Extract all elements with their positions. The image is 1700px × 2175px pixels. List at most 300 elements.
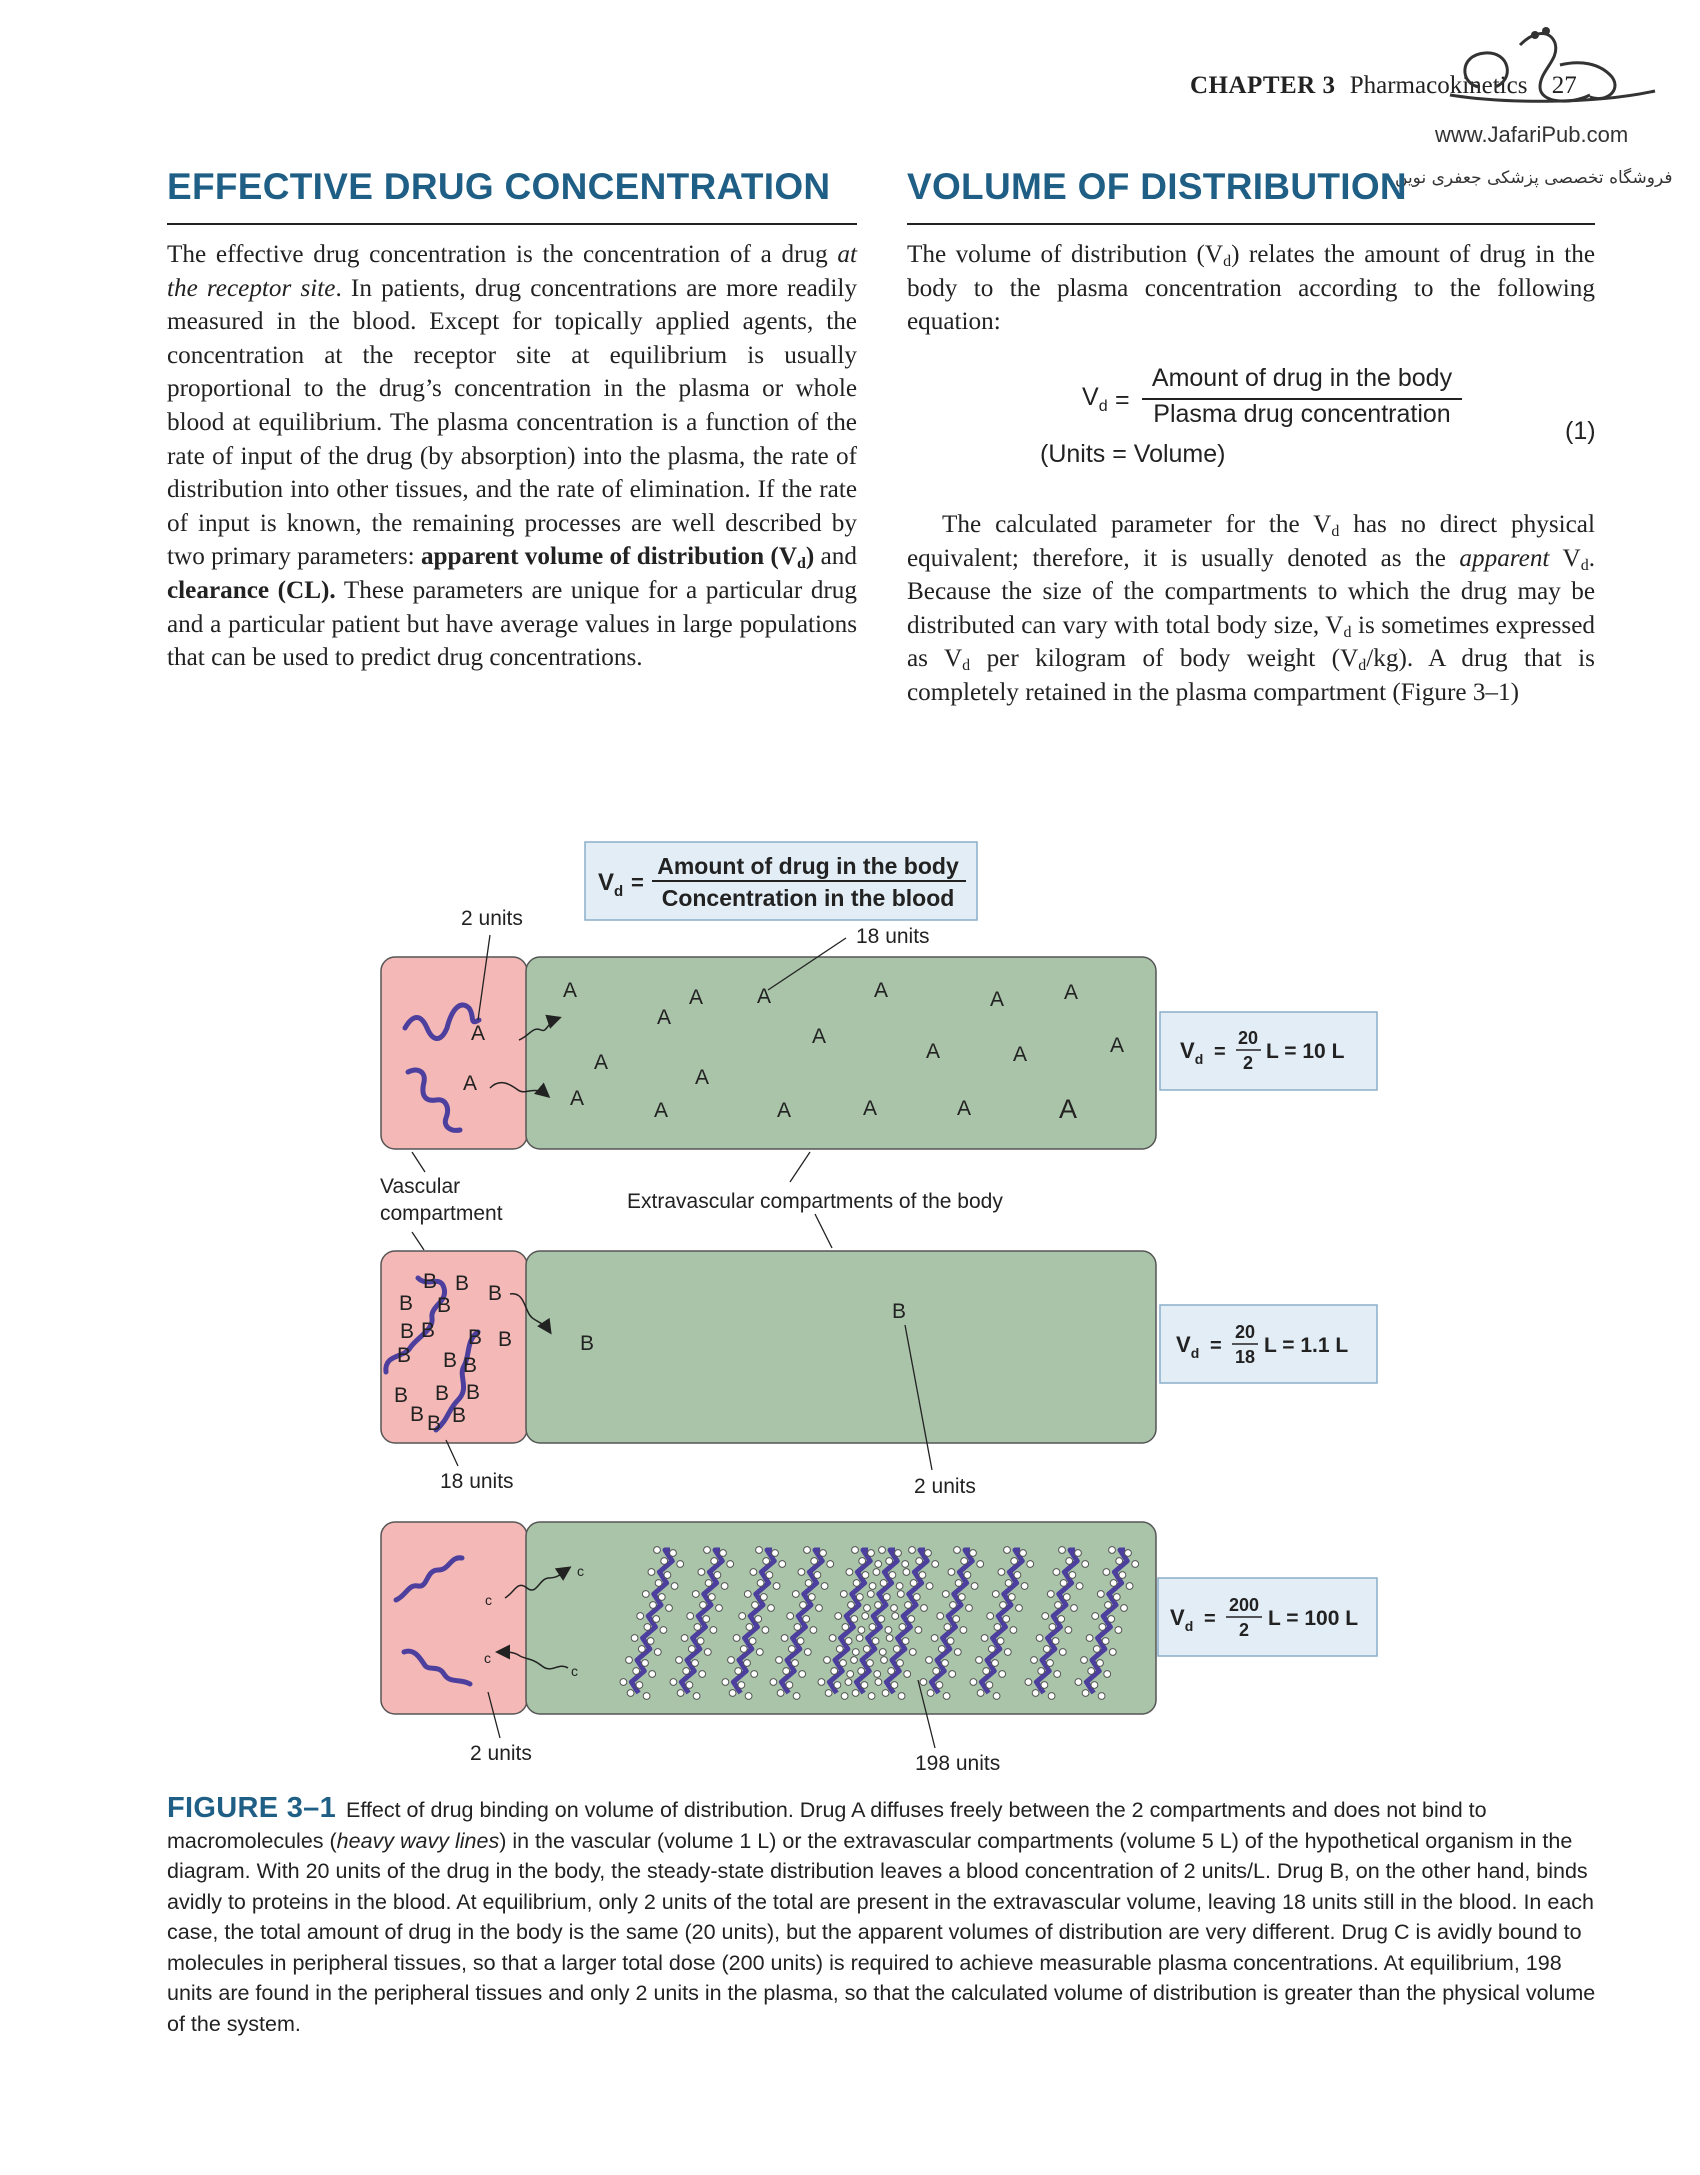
bound-drug-c-molecule xyxy=(891,1605,898,1612)
bound-drug-c-molecule xyxy=(878,1616,885,1623)
bound-drug-c-molecule xyxy=(869,1583,876,1590)
bound-drug-c-molecule xyxy=(1125,1550,1132,1557)
bound-drug-c-molecule xyxy=(891,1682,898,1689)
bound-drug-c-molecule xyxy=(750,1569,757,1576)
bound-drug-c-molecule xyxy=(816,1605,823,1612)
bound-drug-c-molecule xyxy=(867,1660,874,1667)
bound-drug-c-molecule xyxy=(879,1649,886,1656)
bound-drug-c-molecule xyxy=(1010,1627,1017,1634)
bound-drug-c-molecule xyxy=(880,1580,887,1587)
bound-drug-c-molecule xyxy=(1065,1627,1072,1634)
drug-b-molecule: B xyxy=(443,1349,458,1372)
bound-drug-c-molecule xyxy=(986,1682,993,1689)
bound-drug-c-molecule xyxy=(1081,1657,1088,1664)
bound-drug-c-molecule xyxy=(660,1627,667,1634)
bound-drug-c-molecule xyxy=(915,1627,922,1634)
panel-b xyxy=(381,1251,1377,1498)
bound-drug-c-molecule xyxy=(942,1660,949,1667)
bound-drug-c-molecule xyxy=(1032,1690,1039,1697)
bound-drug-c-molecule xyxy=(1004,1649,1011,1656)
drug-b-molecule: B xyxy=(498,1328,513,1351)
bound-drug-c-molecule xyxy=(950,1602,957,1609)
bound-drug-c-molecule xyxy=(883,1594,890,1601)
bound-drug-c-molecule xyxy=(897,1660,904,1667)
bound-drug-c-molecule xyxy=(1031,1657,1038,1664)
drug-b-molecule: B xyxy=(410,1403,425,1426)
bound-drug-c-molecule xyxy=(909,1547,916,1554)
drug-a-molecule: A xyxy=(594,1051,609,1074)
bound-drug-c-molecule xyxy=(772,1550,779,1557)
bound-drug-c-molecule xyxy=(873,1569,880,1576)
panel-a-vascular-compartment xyxy=(381,957,527,1149)
svg-text:=: = xyxy=(631,870,644,895)
drug-a-molecule: A xyxy=(812,1025,827,1048)
bound-drug-c-molecule xyxy=(825,1690,832,1697)
bound-drug-c-molecule xyxy=(810,1627,817,1634)
bound-drug-c-molecule xyxy=(905,1602,912,1609)
bound-drug-c-molecule xyxy=(846,1569,853,1576)
bound-drug-c-molecule xyxy=(872,1638,879,1645)
bound-drug-c-molecule xyxy=(988,1646,995,1653)
bound-drug-c-molecule xyxy=(698,1569,705,1576)
bound-drug-c-molecule xyxy=(733,1635,740,1642)
bound-drug-c-molecule xyxy=(829,1635,836,1642)
bound-drug-c-molecule xyxy=(1109,1649,1116,1656)
bound-drug-c-molecule xyxy=(722,1679,729,1686)
bound-drug-c-molecule xyxy=(927,1690,934,1697)
bound-drug-c-molecule xyxy=(627,1690,634,1697)
bound-drug-c-molecule xyxy=(745,1693,752,1700)
drug-a-molecule: A xyxy=(657,1006,672,1029)
bound-drug-c-molecule xyxy=(636,1682,643,1689)
bound-drug-c-molecule xyxy=(699,1671,706,1678)
drug-b-molecule: B xyxy=(399,1292,414,1315)
bound-drug-c-molecule xyxy=(1105,1602,1112,1609)
bound-drug-c-molecule xyxy=(977,1690,984,1697)
bound-drug-c-molecule xyxy=(831,1668,838,1675)
bound-drug-c-molecule xyxy=(752,1602,759,1609)
bound-drug-c-molecule xyxy=(670,1550,677,1557)
bound-drug-c-molecule xyxy=(993,1693,1000,1700)
drug-a-molecule: A xyxy=(990,988,1005,1011)
panel-a-extravascular-units: 18 units xyxy=(856,925,930,948)
bound-drug-c-molecule xyxy=(931,1635,938,1642)
bound-drug-c-molecule xyxy=(903,1569,910,1576)
drug-b-molecule: B xyxy=(463,1354,478,1377)
drug-a-molecule: A xyxy=(1059,1094,1078,1124)
bound-drug-c-molecule xyxy=(714,1572,721,1579)
svg-text:18: 18 xyxy=(1234,1347,1256,1367)
bound-drug-c-molecule xyxy=(897,1591,904,1598)
bound-drug-c-molecule xyxy=(1098,1693,1105,1700)
bound-drug-c-molecule xyxy=(1091,1682,1098,1689)
bound-drug-c-molecule xyxy=(1041,1682,1048,1689)
equation-units: (Units = Volume) xyxy=(1040,440,1226,468)
bound-drug-c-molecule xyxy=(792,1660,799,1667)
svg-text:Concentration in the blood: Concentration in the blood xyxy=(661,885,955,911)
bound-drug-c-molecule xyxy=(848,1602,855,1609)
bound-drug-c-molecule xyxy=(879,1547,886,1554)
svg-text:Vd: $V_d$ xyxy=(1180,1038,1204,1067)
bound-drug-c-molecule xyxy=(666,1605,673,1612)
drug-c-molecule: c xyxy=(571,1663,578,1679)
bound-drug-c-molecule xyxy=(997,1638,1004,1645)
bound-drug-c-molecule xyxy=(631,1635,638,1642)
svg-text:L = 100 L: L = 100 L xyxy=(1268,1607,1359,1630)
drug-b-molecule: B xyxy=(580,1332,595,1355)
bound-drug-c-molecule xyxy=(783,1668,790,1675)
bound-drug-c-molecule xyxy=(692,1591,699,1598)
bound-drug-c-molecule xyxy=(650,1602,657,1609)
bound-drug-c-molecule xyxy=(671,1583,678,1590)
panel-c xyxy=(381,1522,1377,1775)
bound-drug-c-molecule xyxy=(768,1605,775,1612)
bound-drug-c-molecule xyxy=(886,1635,893,1642)
bound-drug-c-molecule xyxy=(643,1693,650,1700)
bound-drug-c-molecule xyxy=(904,1671,911,1678)
bound-drug-c-molecule xyxy=(1097,1660,1104,1667)
left-column-paragraph: The effective drug concentration is the concentration of a drug at the receptor site. In patients, drug concentrations are more readily measured in the blood. Except for topically applied agents, the concentration at the receptor site at equilibrium is usually proportional to the drug’s concentration in the plasma or whole blood at equilibrium. The plasma concentration is a function of the rate of input of the drug (by absorption) into the plasma, the rate of distribution into other tissues, and the rate of elimination. If the rate of input is known, the remaining processes are well described by two primary parameters: apparent volume of distribution $(V_d)$ and clearance (CL). These parameters are unique for a particular drug and a particular patient but have average values in large populations that can be used to predict drug concentrations. xyxy=(167,241,857,672)
svg-text:200: 200 xyxy=(1228,1595,1260,1615)
bound-drug-c-molecule xyxy=(677,1561,684,1568)
bound-drug-c-molecule xyxy=(888,1668,895,1675)
bound-drug-c-molecule xyxy=(869,1624,876,1631)
bound-drug-c-molecule xyxy=(676,1657,683,1664)
bound-drug-c-molecule xyxy=(948,1569,955,1576)
bound-drug-c-molecule xyxy=(744,1591,751,1598)
bound-drug-c-molecule xyxy=(781,1635,788,1642)
panel-b-extravascular-units: 2 units xyxy=(914,1475,976,1498)
bound-drug-c-molecule xyxy=(902,1638,909,1645)
drug-a-molecule: A xyxy=(563,979,578,1002)
drug-a-molecule: A xyxy=(1064,981,1079,1004)
bound-drug-c-molecule xyxy=(961,1558,968,1565)
drug-a-molecule: A xyxy=(570,1087,585,1110)
figure-top-equation xyxy=(585,842,977,920)
bound-drug-c-molecule xyxy=(655,1580,662,1587)
bound-drug-c-molecule xyxy=(926,1657,933,1664)
bound-drug-c-molecule xyxy=(740,1646,747,1653)
bound-drug-c-molecule xyxy=(851,1616,858,1623)
bound-drug-c-molecule xyxy=(1055,1602,1062,1609)
page-number: 27 xyxy=(1551,72,1577,99)
bound-drug-c-molecule xyxy=(1093,1646,1100,1653)
drug-a-molecule: A xyxy=(957,1097,972,1120)
bound-drug-c-molecule xyxy=(1110,1580,1117,1587)
bound-drug-c-molecule xyxy=(749,1638,756,1645)
bound-drug-c-molecule xyxy=(1066,1558,1073,1565)
bound-drug-c-molecule xyxy=(895,1550,902,1557)
bound-drug-c-molecule xyxy=(653,1616,660,1623)
bound-drug-c-molecule xyxy=(1092,1613,1099,1620)
bound-drug-c-molecule xyxy=(942,1591,949,1598)
bound-drug-c-molecule xyxy=(1076,1583,1083,1590)
bound-drug-c-molecule xyxy=(688,1646,695,1653)
bound-drug-c-molecule xyxy=(1126,1583,1133,1590)
bound-drug-c-molecule xyxy=(847,1671,854,1678)
bound-drug-c-molecule xyxy=(687,1613,694,1620)
bound-drug-c-molecule xyxy=(670,1679,677,1686)
bound-drug-c-molecule xyxy=(804,1649,811,1656)
bound-drug-c-molecule xyxy=(840,1660,847,1667)
equation-numerator: Amount of drug in the body xyxy=(1151,364,1453,392)
bound-drug-c-molecule xyxy=(763,1558,770,1565)
bound-drug-c-molecule xyxy=(788,1646,795,1653)
bound-drug-c-molecule xyxy=(638,1646,645,1653)
equation-equals: = xyxy=(1115,386,1130,414)
svg-text:=: = xyxy=(1204,1608,1216,1630)
bound-drug-c-molecule xyxy=(1042,1613,1049,1620)
bound-drug-c-molecule xyxy=(821,1583,828,1590)
bound-drug-c-molecule xyxy=(649,1671,656,1678)
bound-drug-c-molecule xyxy=(936,1682,943,1689)
bound-drug-c-molecule xyxy=(1027,1561,1034,1568)
bound-drug-c-molecule xyxy=(770,1679,777,1686)
bound-drug-c-molecule xyxy=(642,1660,649,1667)
bound-drug-c-molecule xyxy=(981,1635,988,1642)
equation-lhs: $V_d$ xyxy=(1082,383,1108,415)
bound-drug-c-molecule xyxy=(786,1682,793,1689)
bound-drug-c-molecule xyxy=(1119,1572,1126,1579)
bound-drug-c-molecule xyxy=(644,1624,651,1631)
drug-b-molecule: B xyxy=(468,1326,483,1349)
bound-drug-c-molecule xyxy=(926,1583,933,1590)
publisher-persian-name: فروشگاه تخصصی پزشکی جعفری نوین xyxy=(1395,168,1673,188)
bound-drug-c-molecule xyxy=(1049,1624,1056,1631)
drug-b-molecule: B xyxy=(400,1320,415,1343)
bound-drug-c-molecule xyxy=(1003,1616,1010,1623)
bound-drug-c-molecule xyxy=(738,1682,745,1689)
drug-b-molecule: B xyxy=(437,1294,452,1317)
bound-drug-c-molecule xyxy=(920,1679,927,1686)
bound-drug-c-molecule xyxy=(804,1547,811,1554)
panel-b-vascular-units: 18 units xyxy=(440,1470,514,1493)
bound-drug-c-molecule xyxy=(683,1668,690,1675)
panel-b-extravascular-compartment xyxy=(526,1251,1156,1443)
bound-drug-c-molecule xyxy=(910,1580,917,1587)
bound-drug-c-molecule xyxy=(1099,1624,1106,1631)
bound-drug-c-molecule xyxy=(886,1558,893,1565)
bound-drug-c-molecule xyxy=(1008,1594,1015,1601)
bound-drug-c-molecule xyxy=(1088,1668,1095,1675)
bound-drug-c-molecule xyxy=(913,1594,920,1601)
drug-a-molecule: A xyxy=(654,1099,669,1122)
bound-drug-c-molecule xyxy=(693,1693,700,1700)
bound-drug-c-molecule xyxy=(654,1649,661,1656)
bound-drug-c-molecule xyxy=(1069,1572,1076,1579)
svg-text:=: = xyxy=(1210,1335,1222,1357)
bound-drug-c-molecule xyxy=(1047,1660,1054,1667)
label-extravascular-compartments: Extravascular compartments of the body xyxy=(627,1190,1003,1213)
bound-drug-c-molecule xyxy=(1108,1616,1115,1623)
svg-text:20: 20 xyxy=(1237,1028,1259,1048)
bound-drug-c-molecule xyxy=(708,1594,715,1601)
drug-a-molecule: A xyxy=(463,1072,478,1095)
bound-drug-c-molecule xyxy=(760,1594,767,1601)
bound-drug-c-molecule xyxy=(898,1693,905,1700)
bound-drug-c-molecule xyxy=(1071,1605,1078,1612)
bound-drug-c-molecule xyxy=(1047,1591,1054,1598)
bound-drug-c-molecule xyxy=(800,1602,807,1609)
bound-drug-c-molecule xyxy=(1121,1605,1128,1612)
bound-drug-c-molecule xyxy=(805,1580,812,1587)
bound-drug-c-molecule xyxy=(664,1572,671,1579)
bound-drug-c-molecule xyxy=(658,1594,665,1601)
svg-text:20: 20 xyxy=(1234,1322,1256,1342)
drug-a-molecule: A xyxy=(874,979,889,1002)
bound-drug-c-molecule xyxy=(1054,1671,1061,1678)
bound-drug-c-molecule xyxy=(1060,1580,1067,1587)
bound-drug-c-molecule xyxy=(841,1693,848,1700)
drug-a-molecule: A xyxy=(777,1099,792,1122)
figure-caption: FIGURE 3–1 Effect of drug binding on volume of distribution. Drug A diffuses freely between the 2 compartments and does not bind to macromolecules (heavy wavy lines) in the vascular (volume 1 L) or the extravascular compartments (volume 5 L) of the hypothetical organism in the diagram. With 20 units of the drug in the body, the steady-state distribution leaves a blood concentration of 2 units/L. Drug B, on the other hand, binds avidly to proteins in the blood. At equilibrium, only 2 units of the total are present in the extravascular volume, leaving 18 units still in the blood. In each case, the total amount of drug in the body is the same (20 units), but the apparent volumes of distribution are very different. Drug C is avidly bound to molecules in peripheral tissues, so that a larger total dose (200 units) is required to achieve measurable plasma concentrations. At equilibrium, 198 units are found in the peripheral tissues and only 2 units in the plasma, so that the calculated volume of distribution is greater than the physical volume of the system. xyxy=(167,1792,1596,2036)
bound-drug-c-molecule xyxy=(1116,1558,1123,1565)
bound-drug-c-molecule xyxy=(908,1616,915,1623)
bound-drug-c-molecule xyxy=(834,1682,841,1689)
bound-drug-c-molecule xyxy=(827,1561,834,1568)
svg-text:2: 2 xyxy=(1242,1053,1254,1073)
bound-drug-c-molecule xyxy=(836,1646,843,1653)
bound-drug-c-molecule xyxy=(797,1638,804,1645)
bound-drug-c-molecule xyxy=(820,1550,827,1557)
bound-drug-c-molecule xyxy=(798,1569,805,1576)
drug-a-molecule: A xyxy=(689,986,704,1009)
bound-drug-c-molecule xyxy=(1059,1547,1066,1554)
svg-text:L = 1.1 L: L = 1.1 L xyxy=(1264,1334,1349,1357)
bound-drug-c-molecule xyxy=(902,1561,909,1568)
bound-drug-c-molecule xyxy=(799,1671,806,1678)
bound-drug-c-molecule xyxy=(955,1580,962,1587)
label-vascular: Vascular xyxy=(380,1175,461,1198)
bound-drug-c-molecule xyxy=(1043,1646,1050,1653)
bound-drug-c-molecule xyxy=(697,1638,704,1645)
bound-drug-c-molecule xyxy=(1004,1547,1011,1554)
bound-drug-c-molecule xyxy=(818,1679,825,1686)
bound-drug-c-molecule xyxy=(1021,1583,1028,1590)
bound-drug-c-molecule xyxy=(792,1591,799,1598)
bound-drug-c-molecule xyxy=(851,1657,858,1664)
bound-drug-c-molecule xyxy=(686,1682,693,1689)
right-column-paragraph: The calculated parameter for the $V_d$ has no direct physical equivalent; therefore, it is usually denoted as the apparent $V_d$. Because the size of the compartments to which the drug may be distributed can vary with total body size, $V_d$ is sometimes expressed as $V_d$ per kilogram of body weight $(V_d/kg)$. A drug that is completely retained in the plasma compartment (Figure 3–1) xyxy=(907,511,1595,706)
drug-b-molecule: B xyxy=(423,1270,438,1293)
bound-drug-c-molecule xyxy=(896,1583,903,1590)
bound-drug-c-molecule xyxy=(856,1635,863,1642)
bound-drug-c-molecule xyxy=(949,1671,956,1678)
bound-drug-c-molecule xyxy=(1082,1561,1089,1568)
figure-label: FIGURE 3–1 xyxy=(167,1792,336,1824)
bound-drug-c-molecule xyxy=(1014,1572,1021,1579)
bound-drug-c-molecule xyxy=(925,1550,932,1557)
bound-drug-c-molecule xyxy=(916,1558,923,1565)
bound-drug-c-molecule xyxy=(776,1657,783,1664)
bound-drug-c-molecule xyxy=(620,1679,627,1686)
drug-a-molecule: A xyxy=(695,1066,710,1089)
bound-drug-c-molecule xyxy=(893,1646,900,1653)
bound-drug-c-molecule xyxy=(861,1682,868,1689)
publisher-url: www.JafariPub.com xyxy=(1435,122,1629,147)
bound-drug-c-molecule xyxy=(704,1649,711,1656)
bound-drug-c-molecule xyxy=(909,1649,916,1656)
bound-drug-c-molecule xyxy=(1063,1594,1070,1601)
bound-drug-c-molecule xyxy=(729,1690,736,1697)
drug-a-molecule: A xyxy=(863,1097,878,1120)
panel-c-extravascular-units: 198 units xyxy=(915,1752,1001,1775)
bound-drug-c-molecule xyxy=(874,1671,881,1678)
bound-drug-c-molecule xyxy=(932,1561,939,1568)
bound-drug-c-molecule xyxy=(739,1613,746,1620)
bound-drug-c-molecule xyxy=(859,1558,866,1565)
bound-drug-c-molecule xyxy=(751,1671,758,1678)
bound-drug-c-molecule xyxy=(787,1613,794,1620)
bound-drug-c-molecule xyxy=(875,1561,882,1568)
bound-drug-c-molecule xyxy=(1020,1550,1027,1557)
bound-drug-c-molecule xyxy=(773,1583,780,1590)
bound-drug-c-molecule xyxy=(677,1690,684,1697)
bound-drug-c-molecule xyxy=(647,1638,654,1645)
bound-drug-c-molecule xyxy=(960,1627,967,1634)
bound-drug-c-molecule xyxy=(899,1624,906,1631)
bound-drug-c-molecule xyxy=(858,1668,865,1675)
bound-drug-c-molecule xyxy=(987,1613,994,1620)
bound-drug-c-molecule xyxy=(1005,1580,1012,1587)
bound-drug-c-molecule xyxy=(1102,1638,1109,1645)
bound-drug-c-molecule xyxy=(1109,1547,1116,1554)
svg-text:Vd: $V_d$ xyxy=(1176,1332,1200,1361)
bound-drug-c-molecule xyxy=(947,1638,954,1645)
bound-drug-c-molecule xyxy=(746,1624,753,1631)
bound-drug-c-molecule xyxy=(766,1572,773,1579)
bound-drug-c-molecule xyxy=(938,1646,945,1653)
bound-drug-c-molecule xyxy=(1115,1627,1122,1634)
bound-drug-c-molecule xyxy=(862,1613,869,1620)
drug-b-molecule: B xyxy=(397,1344,412,1367)
bound-drug-c-molecule xyxy=(803,1616,810,1623)
bound-drug-c-molecule xyxy=(885,1627,892,1634)
bound-drug-c-molecule xyxy=(793,1693,800,1700)
panel-a-vd-box xyxy=(1160,1012,1377,1090)
right-column-intro: The volume of distribution $(V_d)$ relates the amount of drug in the body to the plasma concentration according to the following equation: xyxy=(907,241,1595,336)
bound-drug-c-molecule xyxy=(756,1649,763,1656)
bound-drug-c-molecule xyxy=(1058,1616,1065,1623)
bound-drug-c-molecule xyxy=(937,1613,944,1620)
bound-drug-c-molecule xyxy=(700,1602,707,1609)
bound-drug-c-molecule xyxy=(1016,1605,1023,1612)
bound-drug-c-molecule xyxy=(1000,1602,1007,1609)
bound-drug-c-molecule xyxy=(852,1547,859,1554)
svg-text:2: 2 xyxy=(1238,1620,1250,1640)
drug-b-molecule: B xyxy=(394,1384,409,1407)
bound-drug-c-molecule xyxy=(845,1638,852,1645)
bound-drug-c-molecule xyxy=(633,1668,640,1675)
bound-drug-c-molecule xyxy=(626,1657,633,1664)
bound-drug-c-molecule xyxy=(842,1624,849,1631)
bound-drug-c-molecule xyxy=(721,1583,728,1590)
bound-drug-c-molecule xyxy=(970,1679,977,1686)
bound-drug-c-molecule xyxy=(756,1547,763,1554)
panel-c-vascular-units: 2 units xyxy=(470,1742,532,1765)
bound-drug-c-molecule xyxy=(642,1591,649,1598)
drug-a-molecule: A xyxy=(757,985,772,1008)
bound-drug-c-molecule xyxy=(694,1624,701,1631)
bound-drug-c-molecule xyxy=(654,1547,661,1554)
bound-drug-c-molecule xyxy=(954,1547,961,1554)
bound-drug-c-molecule xyxy=(881,1657,888,1664)
bound-drug-c-molecule xyxy=(892,1613,899,1620)
drug-a-molecule: A xyxy=(926,1040,941,1063)
bound-drug-c-molecule xyxy=(1053,1569,1060,1576)
bound-drug-c-molecule xyxy=(966,1605,973,1612)
drug-a-molecule: A xyxy=(1110,1034,1125,1057)
